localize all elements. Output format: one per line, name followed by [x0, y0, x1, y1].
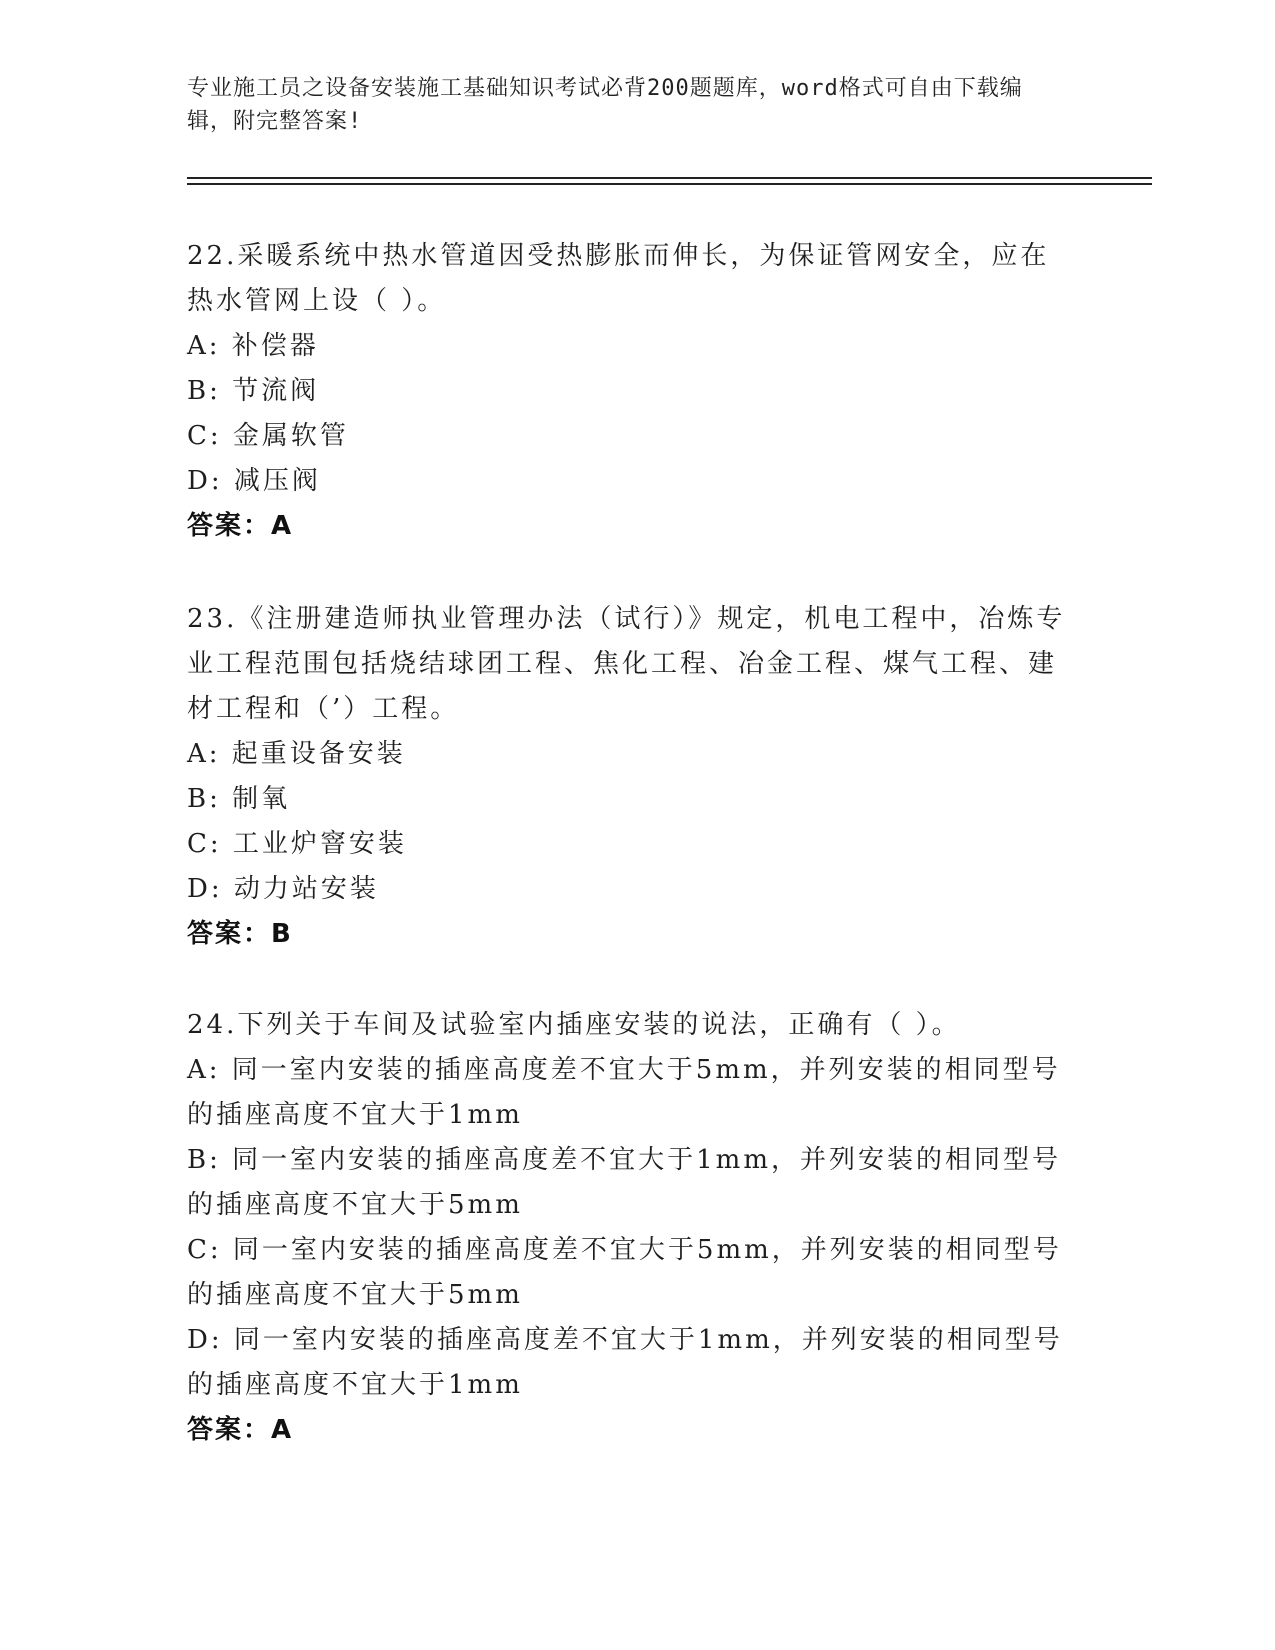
option-d: D: 动力站安装: [187, 874, 379, 904]
option-b: B: 同一室内安装的插座高度差不宜大于1mm，并列安装的相同型号的插座高度不宜大于5mm: [187, 1145, 1061, 1220]
question-text: 23.《注册建造师执业管理办法（试行）》规定，机电工程中，冶炼专业工程范围包括烧结球团工程、焦化工程、冶金工程、煤气工程、建材工程和（’）工程。: [187, 604, 1066, 724]
option-c: C: 同一室内安装的插座高度差不宜大于5mm，并列安装的相同型号的插座高度不宜大于5mm: [187, 1235, 1062, 1310]
option-d: D: 同一室内安装的插座高度差不宜大于1mm，并列安装的相同型号的插座高度不宜大于1mm: [187, 1325, 1063, 1400]
question-23: [187, 597, 1067, 957]
answer-label: 答案：A: [187, 511, 294, 541]
option-a: A: 起重设备安装: [187, 739, 406, 769]
option-b: B: 制氧: [187, 784, 291, 814]
question-22: [187, 234, 1067, 549]
question-text: 24.下列关于车间及试验室内插座安装的说法，正确有（ ）。: [187, 1010, 961, 1040]
option-a: A: 补偿器: [187, 331, 319, 361]
answer-label: 答案：B: [187, 919, 293, 949]
option-b: B: 节流阀: [187, 376, 320, 406]
question-24: [187, 1003, 1067, 1453]
option-c: C: 工业炉窨安装: [187, 829, 407, 859]
header-divider-top: [187, 177, 1152, 179]
option-a: A: 同一室内安装的插座高度差不宜大于5mm，并列安装的相同型号的插座高度不宜大于1mm: [187, 1055, 1061, 1130]
option-d: D: 减压阀: [187, 466, 321, 496]
answer-label: 答案：A: [187, 1415, 294, 1445]
document-header-title: 专业施工员之设备安装施工基础知识考试必背200题题库，word格式可自由下载编辑，附完整答案!: [187, 76, 1023, 134]
header-divider-bottom: [187, 183, 1152, 185]
option-c: C: 金属软管: [187, 421, 349, 451]
question-text: 22.采暖系统中热水管道因受热膨胀而伸长，为保证管网安全，应在热水管网上设（ ）。: [187, 241, 1050, 316]
